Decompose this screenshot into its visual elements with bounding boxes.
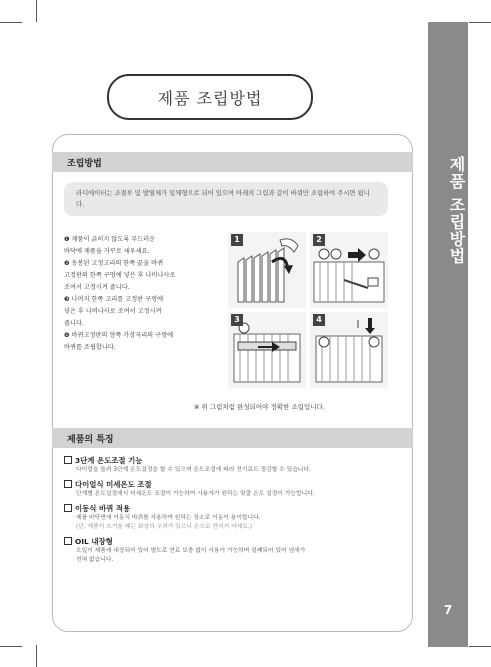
page-number: 7	[443, 603, 453, 617]
step-line: ❷ 동봉된 고정고리의 한쪽 끝을 바퀴	[64, 260, 164, 267]
checkbox-icon	[64, 456, 72, 464]
feature-desc-note: (단, 제품이 뜨거울 때는 화상의 우려가 있으니 손으로 만지지 마세요.)	[76, 524, 252, 530]
feature-title: 다이얼식 미세온도 조절	[75, 480, 152, 489]
side-tab	[428, 22, 468, 647]
features-heading-bar	[52, 428, 413, 448]
assembly-heading: 조립방법	[67, 159, 102, 169]
crop-mark	[36, 0, 37, 22]
feature-item	[64, 504, 394, 532]
feature-title: 이동식 바퀴 적용	[75, 504, 131, 513]
panel-number: 2	[313, 234, 325, 246]
assembly-illustration	[228, 232, 388, 387]
crop-mark	[469, 22, 491, 23]
panel-number: 4	[313, 314, 325, 326]
step-line: 고정판의 한쪽 구멍에 넣은 후 나비나사로	[64, 272, 176, 279]
step-line: 조여서 고정시켜 줍니다.	[64, 284, 130, 291]
step-line: 넣은 후 나비나사로 조여서 고정시켜	[64, 308, 162, 315]
feature-item	[64, 456, 394, 475]
step-line: 바닥에 제품을 거꾸로 세우세요.	[64, 248, 150, 255]
checkbox-icon	[64, 504, 72, 512]
page-title-pill	[107, 74, 313, 120]
features-heading: 제품의 특징	[67, 435, 114, 445]
feature-desc: 제품 바닥면에 이동식 바퀴를 사용하여 원하는 장소로 이동이 용이합니다.	[76, 515, 261, 521]
illustration-panel-3	[228, 312, 306, 388]
crop-mark	[36, 645, 37, 667]
step-line: 바퀴를 조립합니다.	[64, 344, 116, 351]
feature-desc: 오일이 제품에 내장되어 있어 별도로 연료 보충 없이 사용이 가능하며 밀폐되어 있어 냄새가	[76, 548, 306, 554]
assembly-heading-bar	[52, 152, 413, 172]
checkbox-icon	[64, 537, 72, 545]
crop-mark	[0, 646, 22, 647]
step-line: ❹ 바퀴고정판의 양쪽 가장자리의 구멍에	[64, 332, 174, 339]
panel-number: 1	[231, 234, 243, 246]
illustration-panel-4	[310, 312, 388, 388]
page-title: 제품 조립방법	[157, 89, 263, 108]
illustration-panel-1	[228, 232, 306, 308]
crop-mark	[469, 646, 491, 647]
feature-desc: 전혀 없습니다.	[76, 557, 114, 563]
illustration-panel-2	[310, 232, 388, 308]
feature-desc: 단계별 온도설정에서 미세온도 조절이 가능하여 사용자가 원하는 맞춤 온도 설정이 가능합니다.	[76, 491, 315, 497]
feature-item	[64, 480, 394, 499]
step-line: ❶ 제품이 긁히지 않도록 부드러운	[64, 236, 156, 243]
illustration-caption: ※ 위 그림처럼 완성되어야 정확한 조립입니다.	[194, 403, 325, 411]
step-line: 줍니다.	[64, 320, 84, 327]
crop-mark	[0, 22, 22, 23]
feature-title: 3단계 온도조절 기능	[75, 456, 143, 465]
feature-desc: 다이얼을 돌려 3단계 온도설정을 할 수 있으며 온도조절에 따라 전기료도 절감할 수 있습니다.	[76, 467, 311, 473]
assembly-note: 라디에이터는 조절부 및 발열체가 일체형으로 되어 있으며 아래의 그림과 같이 바퀴만 조립하여 주시면 됩니다.	[76, 190, 370, 208]
feature-item	[64, 537, 394, 565]
side-title: 제품 조립방법	[447, 156, 466, 265]
assembly-steps	[64, 234, 220, 354]
step-line: ❸ 나머지 한쪽 고리를 고정판 구멍에	[64, 296, 164, 303]
feature-title: OIL 내장형	[75, 537, 113, 546]
checkbox-icon	[64, 480, 72, 488]
assembly-note-box	[64, 182, 388, 216]
feature-list	[64, 456, 394, 570]
panel-number: 3	[231, 314, 243, 326]
